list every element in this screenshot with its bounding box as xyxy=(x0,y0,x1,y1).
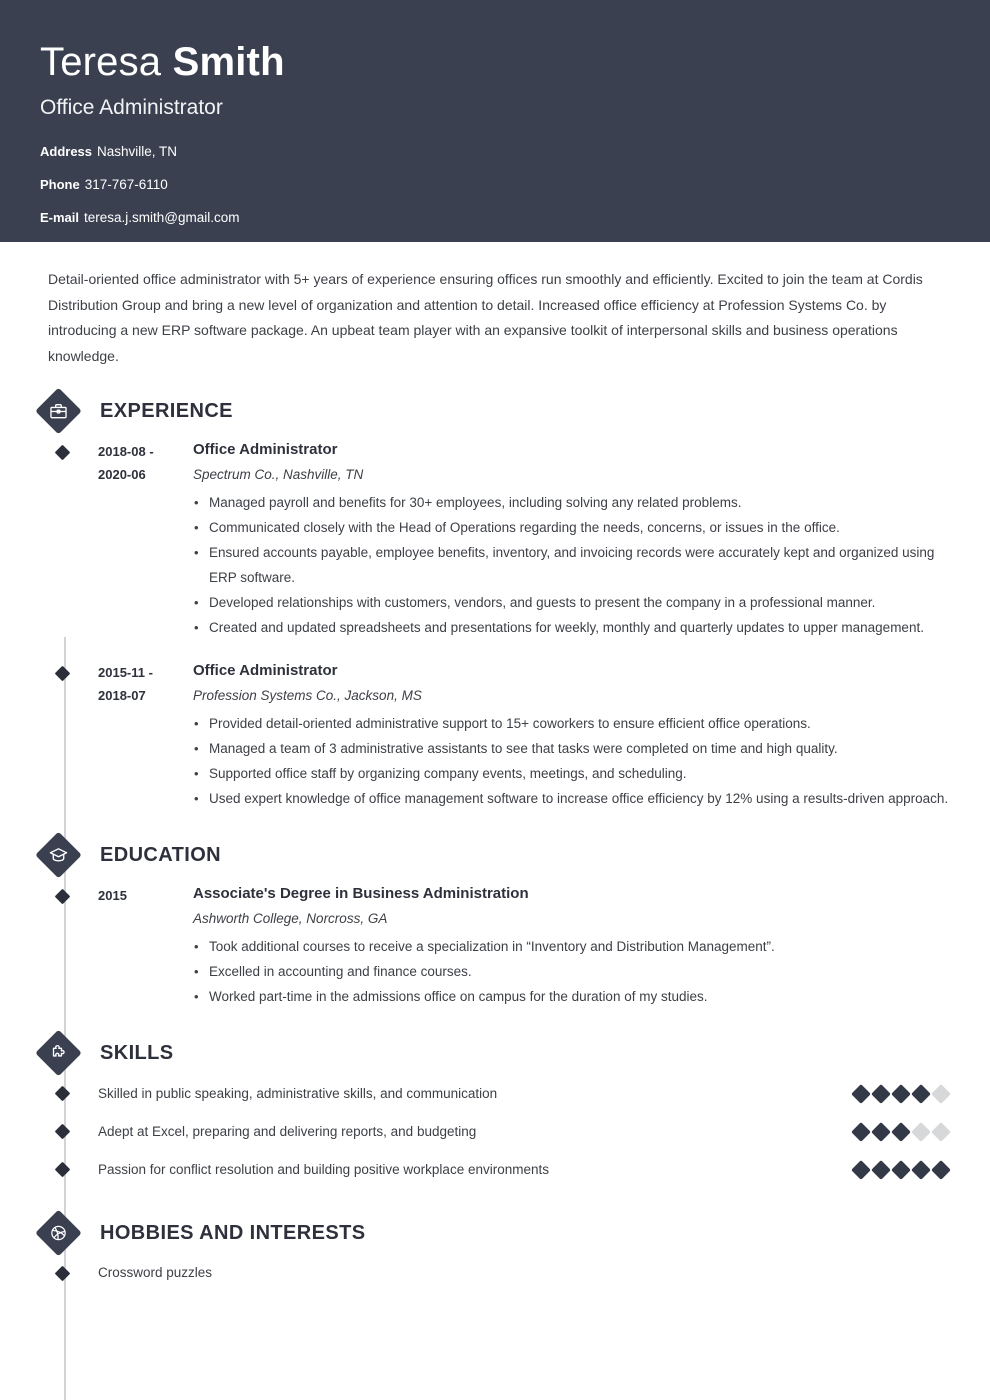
skill-label: Skilled in public speaking, administrative skills, and communication xyxy=(98,1086,498,1101)
entry-bullet-list xyxy=(193,711,950,811)
entry-date xyxy=(98,883,193,1009)
entry-role: Office Administrator xyxy=(193,662,338,679)
entry-date-start: 2015 xyxy=(98,888,127,903)
contact-label-address: Address xyxy=(40,144,93,159)
rating-diamond-icon xyxy=(851,1084,871,1104)
list-item: • Worked part-time in the admissions office on campus for the duration of my studies. xyxy=(193,984,950,1009)
entry-organization: Profession Systems Co., Jackson, MS xyxy=(193,688,422,703)
entry-content xyxy=(193,883,950,1009)
section-experience xyxy=(40,383,950,813)
entry-degree: Associate's Degree in Business Administration xyxy=(193,885,529,902)
entry-institution: Ashworth College, Norcross, GA xyxy=(193,911,388,926)
section-header-skills xyxy=(42,1025,950,1081)
section-hobbies xyxy=(40,1205,950,1291)
rating-diamond-icon xyxy=(911,1122,931,1142)
entry-date-end: 2020-06 xyxy=(98,467,146,482)
list-item: • Communicated closely with the Head of Operations regarding the needs, concerns, or issues in the office. xyxy=(193,515,950,540)
section-title-hobbies: HOBBIES AND INTERESTS xyxy=(100,1222,366,1244)
skill-label: Adept at Excel, preparing and delivering reports, and budgeting xyxy=(98,1124,477,1139)
contact-row-phone xyxy=(40,176,950,194)
contact-label-phone: Phone xyxy=(40,177,80,192)
entry-date-start: 2018-08 - xyxy=(98,444,154,459)
page-title xyxy=(40,38,950,86)
contact-value-address: Nashville, TN xyxy=(97,144,178,159)
entry-date xyxy=(98,660,193,811)
timeline-diamond-icon xyxy=(55,889,71,905)
entry-content xyxy=(193,660,950,811)
section-education xyxy=(40,827,950,1011)
contact-value-email[interactable]: teresa.j.smith@gmail.com xyxy=(84,210,240,225)
rating-diamond-icon xyxy=(891,1122,911,1142)
skill-rating xyxy=(854,1119,948,1139)
section-skills xyxy=(40,1025,950,1191)
list-item: • Created and updated spreadsheets and presentations for weekly, monthly and quarterly updates to upper management. xyxy=(193,615,950,640)
section-title-education: EDUCATION xyxy=(100,844,222,866)
skill-row xyxy=(40,1119,950,1153)
briefcase-icon xyxy=(35,388,82,435)
rating-diamond-icon xyxy=(911,1160,931,1180)
entry-organization: Spectrum Co., Nashville, TN xyxy=(193,467,364,482)
section-header-experience xyxy=(42,383,950,439)
rating-diamond-icon xyxy=(851,1122,871,1142)
rating-diamond-icon xyxy=(911,1084,931,1104)
rating-diamond-icon xyxy=(851,1160,871,1180)
list-item: • Developed relationships with customers, vendors, and guests to present the company in a professional manner. xyxy=(193,590,950,615)
resume-body xyxy=(0,242,990,1291)
section-title-experience: EXPERIENCE xyxy=(100,400,233,422)
entry-content xyxy=(193,439,950,640)
resume-header xyxy=(0,0,990,242)
summary-paragraph: Detail-oriented office administrator with 5+ years of experience ensuring offices run smoothly and efficiently. Excited to join the team at Cordis Distribution Group and bring a new level of organization and attention to detail. Increased office efficiency at Profession Systems Co. by introducing a new ERP software package. An upbeat team player with an expansive toolkit of interpersonal skills and business operations knowledge. xyxy=(48,271,923,364)
hobby-row xyxy=(40,1261,950,1291)
entry-date-end: 2018-07 xyxy=(98,688,146,703)
rating-diamond-icon xyxy=(891,1084,911,1104)
list-item: • Provided detail-oriented administrative support to 15+ coworkers to ensure efficient office operations. xyxy=(193,711,950,736)
skill-row xyxy=(40,1157,950,1191)
section-title-skills: SKILLS xyxy=(100,1042,174,1064)
entry-date-start: 2015-11 - xyxy=(98,665,153,680)
rating-diamond-icon xyxy=(871,1160,891,1180)
entry-role: Office Administrator xyxy=(193,441,338,458)
skill-rating xyxy=(854,1157,948,1177)
list-item: • Managed a team of 3 administrative assistants to see that tasks were completed on time and high quality. xyxy=(193,736,950,761)
contact-label-email: E-mail xyxy=(40,210,80,225)
contact-row-address xyxy=(40,143,950,161)
skill-label: Passion for conflict resolution and building positive workplace environments xyxy=(98,1162,549,1177)
contact-list xyxy=(40,143,950,227)
timeline-diamond-icon xyxy=(55,666,71,682)
job-title: Office Administrator xyxy=(40,96,223,119)
entry-date xyxy=(98,439,193,640)
basketball-icon xyxy=(35,1210,82,1257)
education-entry xyxy=(40,883,950,1011)
skill-rating xyxy=(854,1081,948,1101)
rating-diamond-icon xyxy=(891,1160,911,1180)
entry-bullet-list xyxy=(193,490,950,640)
list-item: • Ensured accounts payable, employee benefits, inventory, and invoicing records were accurately kept and organized using ERP software. xyxy=(193,540,950,590)
last-name: Smith xyxy=(172,40,285,84)
section-header-hobbies xyxy=(42,1205,950,1261)
hobby-label: Crossword puzzles xyxy=(98,1265,213,1280)
rating-diamond-icon xyxy=(871,1084,891,1104)
first-name: Teresa xyxy=(40,40,162,84)
section-header-education xyxy=(42,827,950,883)
list-item: • Managed payroll and benefits for 30+ employees, including solving any related problems. xyxy=(193,490,950,515)
experience-entry xyxy=(40,439,950,642)
timeline-diamond-icon xyxy=(55,445,71,461)
graduation-cap-icon xyxy=(35,832,82,879)
list-item: • Took additional courses to receive a specialization in “Inventory and Distribution Management”. xyxy=(193,934,950,959)
rating-diamond-icon xyxy=(931,1160,951,1180)
experience-entry xyxy=(40,660,950,813)
puzzle-piece-icon xyxy=(35,1030,82,1077)
rating-diamond-icon xyxy=(931,1084,951,1104)
contact-value-phone[interactable]: 317-767-6110 xyxy=(84,177,168,192)
skill-row xyxy=(40,1081,950,1115)
entry-bullet-list xyxy=(193,934,950,1009)
timeline-diamond-icon xyxy=(55,1124,71,1140)
timeline-diamond-icon xyxy=(55,1266,71,1282)
timeline-diamond-icon xyxy=(55,1162,71,1178)
rating-diamond-icon xyxy=(871,1122,891,1142)
list-item: • Used expert knowledge of office management software to increase office efficiency by 12% using a results-driven approach. xyxy=(193,786,950,811)
contact-row-email xyxy=(40,209,950,227)
rating-diamond-icon xyxy=(931,1122,951,1142)
list-item: • Excelled in accounting and finance courses. xyxy=(193,959,950,984)
timeline-diamond-icon xyxy=(55,1086,71,1102)
list-item: • Supported office staff by organizing company events, meetings, and scheduling. xyxy=(193,761,950,786)
